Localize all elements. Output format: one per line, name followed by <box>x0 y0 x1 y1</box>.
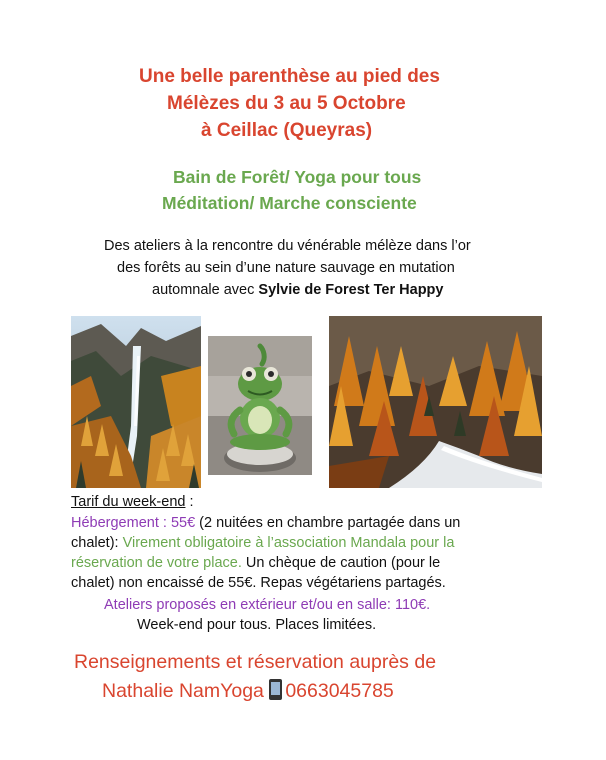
ateliers-price: Ateliers proposés en extérieur et/ou en salle: 110€. <box>104 597 431 613</box>
waterfall-photo <box>71 316 201 488</box>
virement-line <box>71 533 454 553</box>
contact-line: Renseignements et réservation auprès de <box>74 651 437 673</box>
contact-name-line <box>102 677 394 705</box>
mobile-phone-icon <box>269 679 282 700</box>
intro-line-1: Des ateliers à la rencontre du vénérable mélèze dans l’or <box>104 238 471 254</box>
tarif-label: Tarif du week-end <box>71 494 186 510</box>
autumn-path-photo <box>329 316 542 488</box>
chalet-text: chalet): <box>71 535 123 551</box>
intro-line-3 <box>152 280 443 301</box>
title-line-1: Une belle parenthèse au pied des <box>139 66 440 87</box>
weekend-note: Week-end pour tous. Places limitées. <box>137 617 377 633</box>
hebergement-price: Hébergement : 55€ <box>71 515 196 531</box>
phone-number[interactable]: 0663045785 <box>285 680 394 702</box>
frog-statue-photo <box>208 336 312 475</box>
tarif-colon: : <box>185 494 194 510</box>
intro-prefix: automnale avec <box>152 282 259 298</box>
hebergement-line <box>71 513 460 533</box>
intro-line-2: des forêts au sein d’une nature sauvage en mutation <box>117 260 455 276</box>
host-name: Sylvie de Forest Ter Happy <box>258 282 444 298</box>
contact-name: Nathalie NamYoga <box>102 680 270 702</box>
hebergement-detail: (2 nuitées en chambre partagée dans un <box>195 515 461 531</box>
tarif-heading <box>71 492 194 512</box>
virement-text: Virement obligatoire à l’association Mandala pour la <box>122 535 455 551</box>
reservation-line <box>71 553 440 573</box>
caution-line: chalet) non encaissé de 55€. Repas végétariens partagés. <box>71 575 446 591</box>
activities-line-1: Bain de Forêt/ Yoga pour tous <box>173 167 422 187</box>
reservation-text: réservation de votre place. <box>71 555 242 571</box>
title-line-2: Mélèzes du 3 au 5 Octobre <box>167 93 406 114</box>
title-line-3: à Ceillac (Queyras) <box>201 120 373 141</box>
cheque-text: Un chèque de caution (pour le <box>241 555 441 571</box>
activities-line-2: Méditation/ Marche consciente <box>162 193 417 213</box>
